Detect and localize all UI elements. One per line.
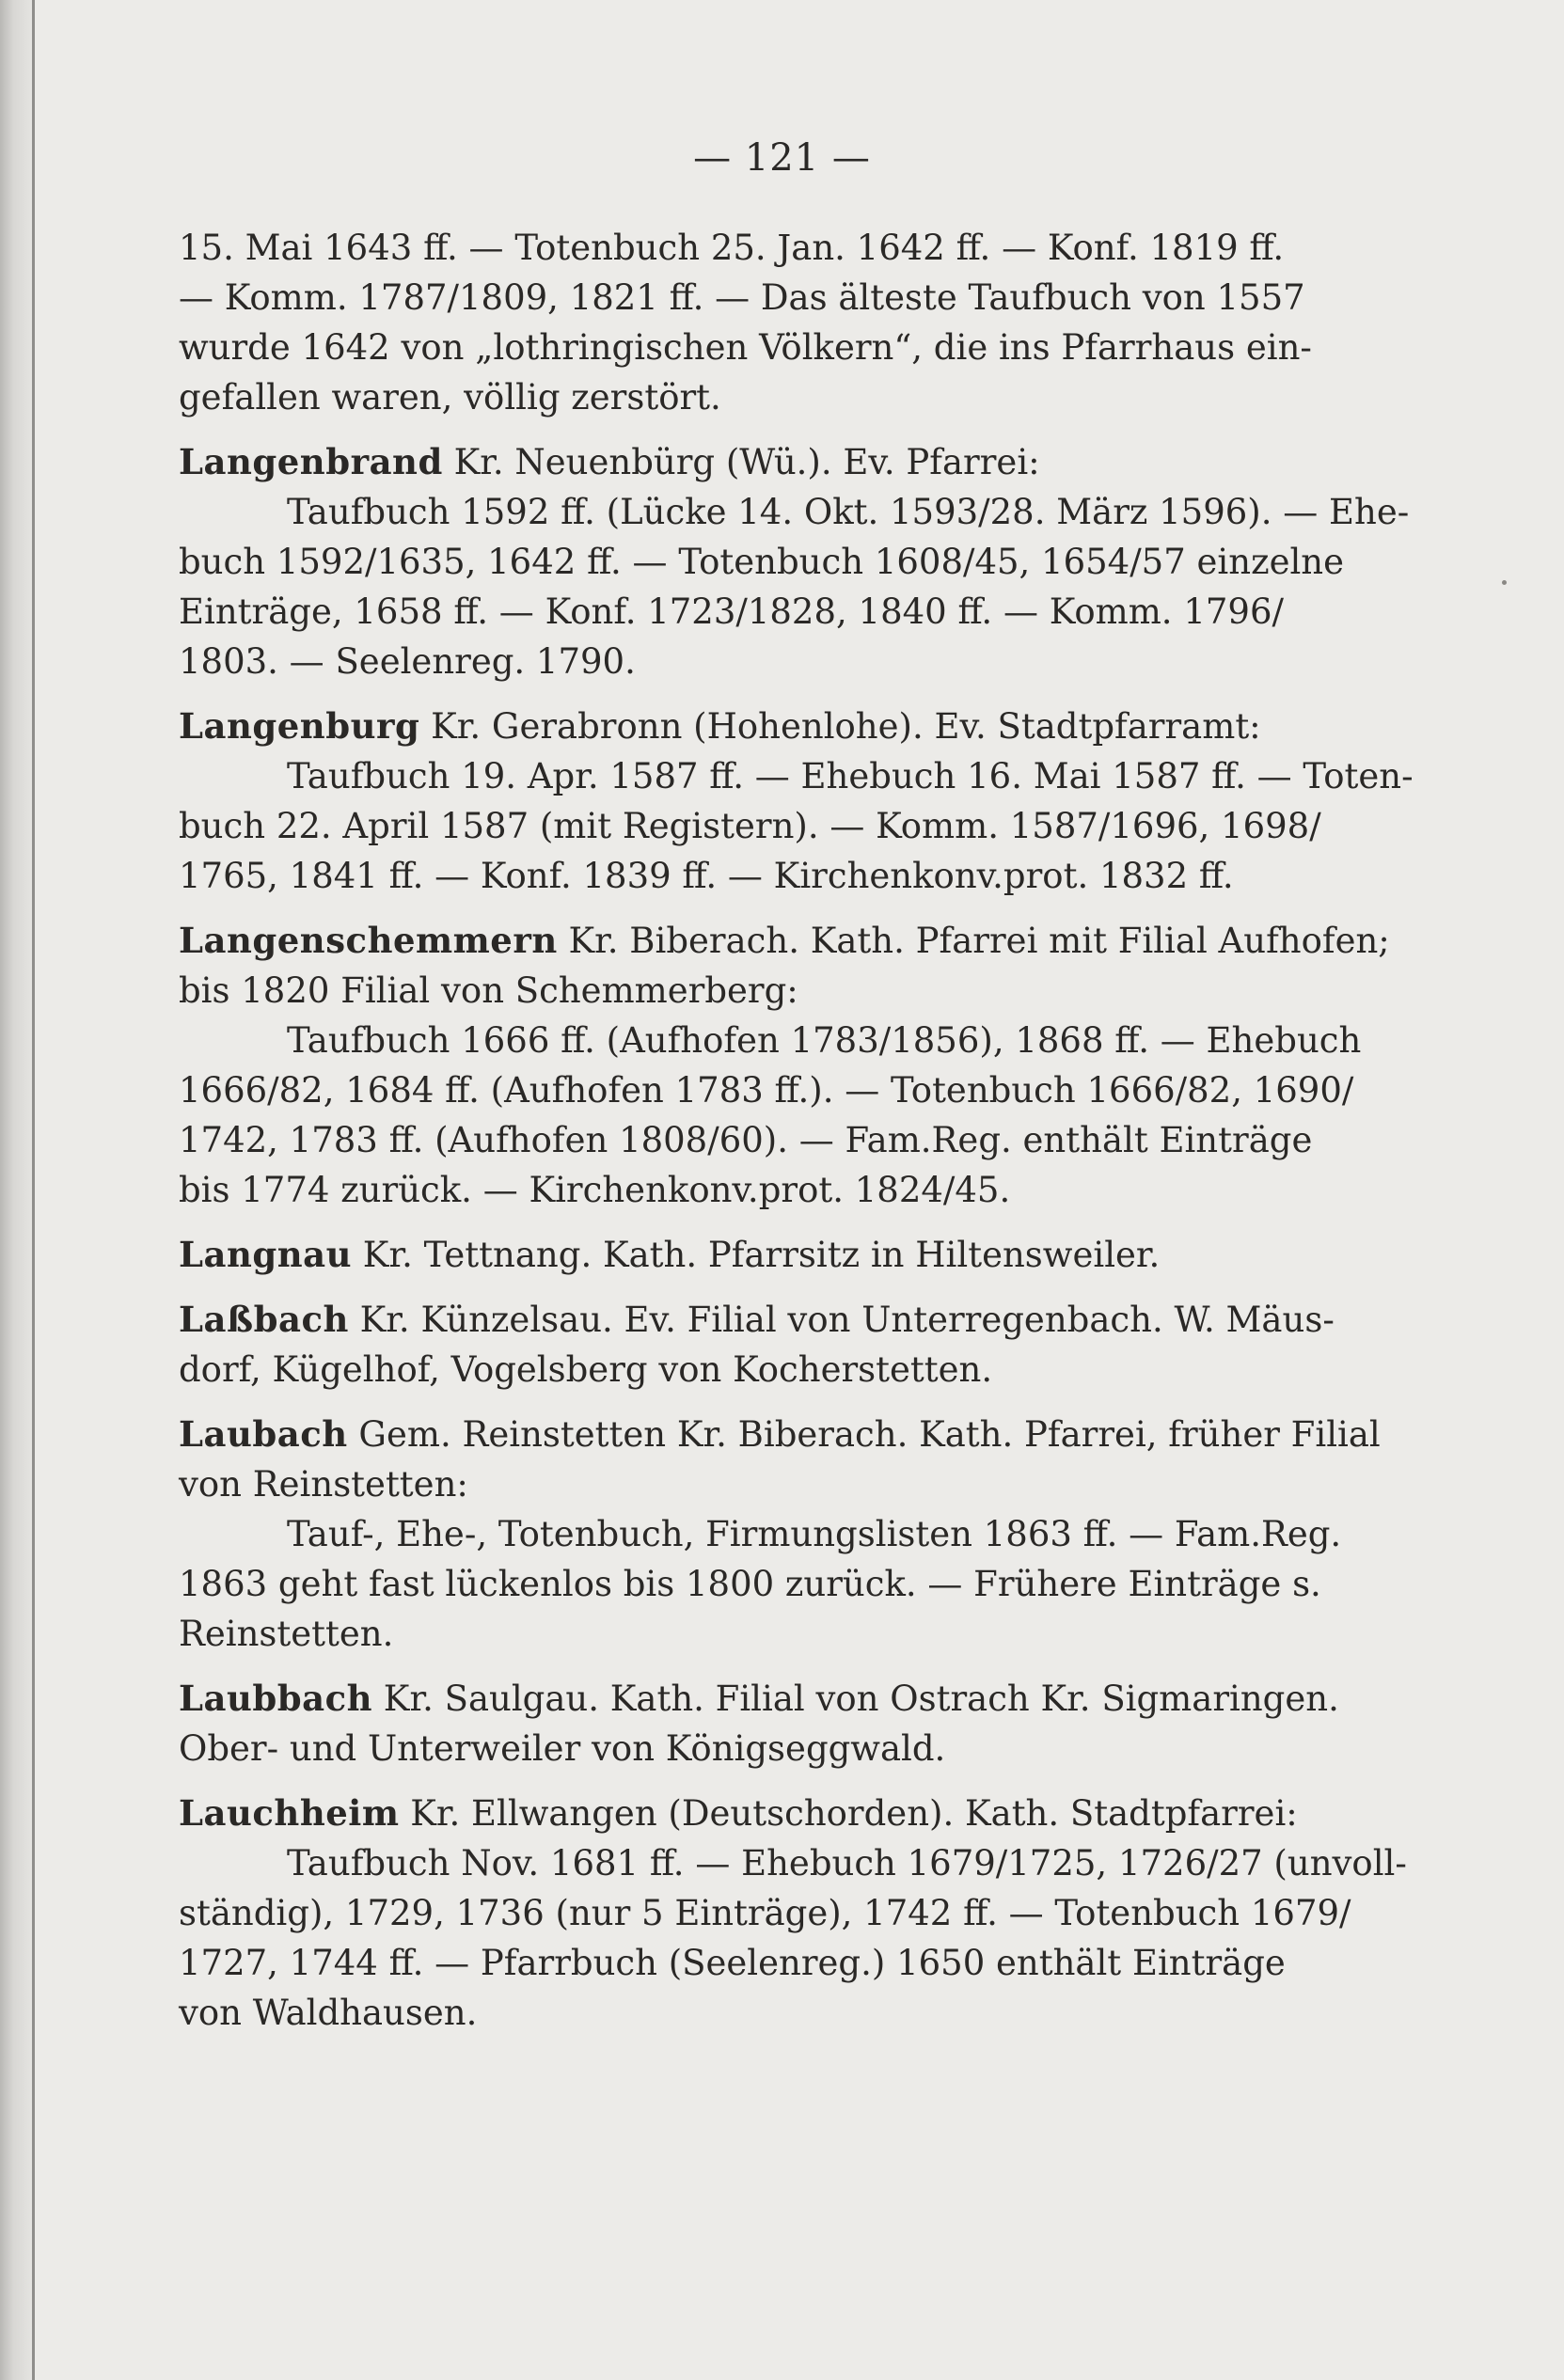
paper-speck [1502,580,1507,585]
entry-laubach [179,1410,1401,1659]
entry-line: von Waldhausen. [179,1993,478,2033]
entry-line: Kr. Ellwangen (Deutschorden). Kath. Stadtpfarrei: [399,1793,1298,1834]
entry-line: Kr. Gerabronn (Hohenlohe). Ev. Stadtpfarramt: [419,706,1261,747]
entry-lauchheim [179,1789,1407,2038]
entry-line: Kr. Biberach. Kath. Pfarrei mit Filial Aufhofen; [557,921,1390,961]
entry-line: dorf, Kügelhof, Vogelsberg von Kocherstetten. [179,1349,993,1390]
register-text [179,223,1414,2053]
entry-line: Kr. Neuenbürg (Wü.). Ev. Pfarrei: [442,442,1040,482]
entry-line: Taufbuch 1666 ff. (Aufhofen 1783/1856), 1868 ff. — Ehebuch [287,1020,1362,1061]
entry-langenbrand [179,437,1410,686]
entry-line: Kr. Saulgau. Kath. Filial von Ostrach Kr. Sigmaringen. [372,1679,1339,1719]
entry-head: Laubach [179,1413,348,1455]
entry-line: buch 22. April 1587 (mit Registern). — Komm. 1587/1696, 1698/ [179,806,1321,846]
entry-line: gefallen waren, völlig zerstört. [179,377,721,418]
entry-line: Taufbuch 19. Apr. 1587 ff. — Ehebuch 16. Mai 1587 ff. — Toten- [287,756,1414,796]
entry-line: Kr. Tettnang. Kath. Pfarrsitz in Hiltensweiler. [352,1235,1161,1275]
entry-line: 1742, 1783 ff. (Aufhofen 1808/60). — Fam.Reg. enthält Einträge [179,1120,1313,1160]
entry-head: Lauchheim [179,1792,400,1834]
entry-line: bis 1820 Filial von Schemmerberg: [179,970,798,1011]
entry-line: Taufbuch 1592 ff. (Lücke 14. Okt. 1593/28. März 1596). — Ehe- [287,492,1410,532]
entry-langnau [179,1230,1401,1280]
entry-line: ständig), 1729, 1736 (nur 5 Einträge), 1742 ff. — Totenbuch 1679/ [179,1893,1351,1933]
entry-line: buch 1592/1635, 1642 ff. — Totenbuch 1608/45, 1654/57 einzelne [179,542,1345,582]
entry-head: Laubbach [179,1678,373,1719]
entry-line: 1765, 1841 ff. — Konf. 1839 ff. — Kirchenkonv.prot. 1832 ff. [179,856,1234,896]
entry-line: Taufbuch Nov. 1681 ff. — Ehebuch 1679/1725, 1726/27 (unvoll- [287,1843,1407,1884]
entry-laubbach [179,1674,1401,1773]
entry-line: — Komm. 1787/1809, 1821 ff. — Das älteste Taufbuch von 1557 [179,277,1305,318]
entry-line: bis 1774 zurück. — Kirchenkonv.prot. 1824/45. [179,1170,1011,1210]
entry-line: 1727, 1744 ff. — Pfarrbuch (Seelenreg.) 1650 enthält Einträge [179,1943,1286,1983]
page-number: — 121 — [693,136,871,180]
entry-line: von Reinstetten: [179,1464,468,1505]
entry-continuation [179,223,1401,422]
entry-langenburg [179,701,1414,901]
entry-line: Einträge, 1658 ff. — Konf. 1723/1828, 1840 ff. — Komm. 1796/ [179,591,1284,632]
entry-head: Langenbrand [179,441,443,482]
entry-line: Kr. Künzelsau. Ev. Filial von Unterregenbach. W. Mäus- [348,1300,1335,1340]
entry-line: Tauf-, Ehe-, Totenbuch, Firmungslisten 1863 ff. — Fam.Reg. [287,1514,1342,1554]
entry-line: Reinstetten. [179,1614,394,1654]
entry-line: 15. Mai 1643 ff. — Totenbuch 25. Jan. 1642 ff. — Konf. 1819 ff. [179,228,1285,268]
entry-line: 1863 geht fast lückenlos bis 1800 zurück. — Frühere Einträge s. [179,1564,1321,1604]
entry-langenschemmern [179,916,1401,1215]
entry-line: Ober- und Unterweiler von Königseggwald. [179,1728,946,1769]
entry-head: Langnau [179,1234,353,1275]
page-edge-line [32,0,35,2380]
entry-line: wurde 1642 von „lothringischen Völkern“, die ins Pfarrhaus ein- [179,327,1312,368]
entry-line: Gem. Reinstetten Kr. Biberach. Kath. Pfarrei, früher Filial [347,1414,1381,1455]
book-spine-shadow [0,0,34,2380]
entry-line: 1666/82, 1684 ff. (Aufhofen 1783 ff.). — Totenbuch 1666/82, 1690/ [179,1070,1354,1111]
entry-lassbach [179,1295,1401,1395]
entry-head: Laßbach [179,1299,349,1340]
entry-line: 1803. — Seelenreg. 1790. [179,641,636,682]
entry-head: Langenburg [179,705,420,747]
entry-head: Langenschemmern [179,920,558,961]
